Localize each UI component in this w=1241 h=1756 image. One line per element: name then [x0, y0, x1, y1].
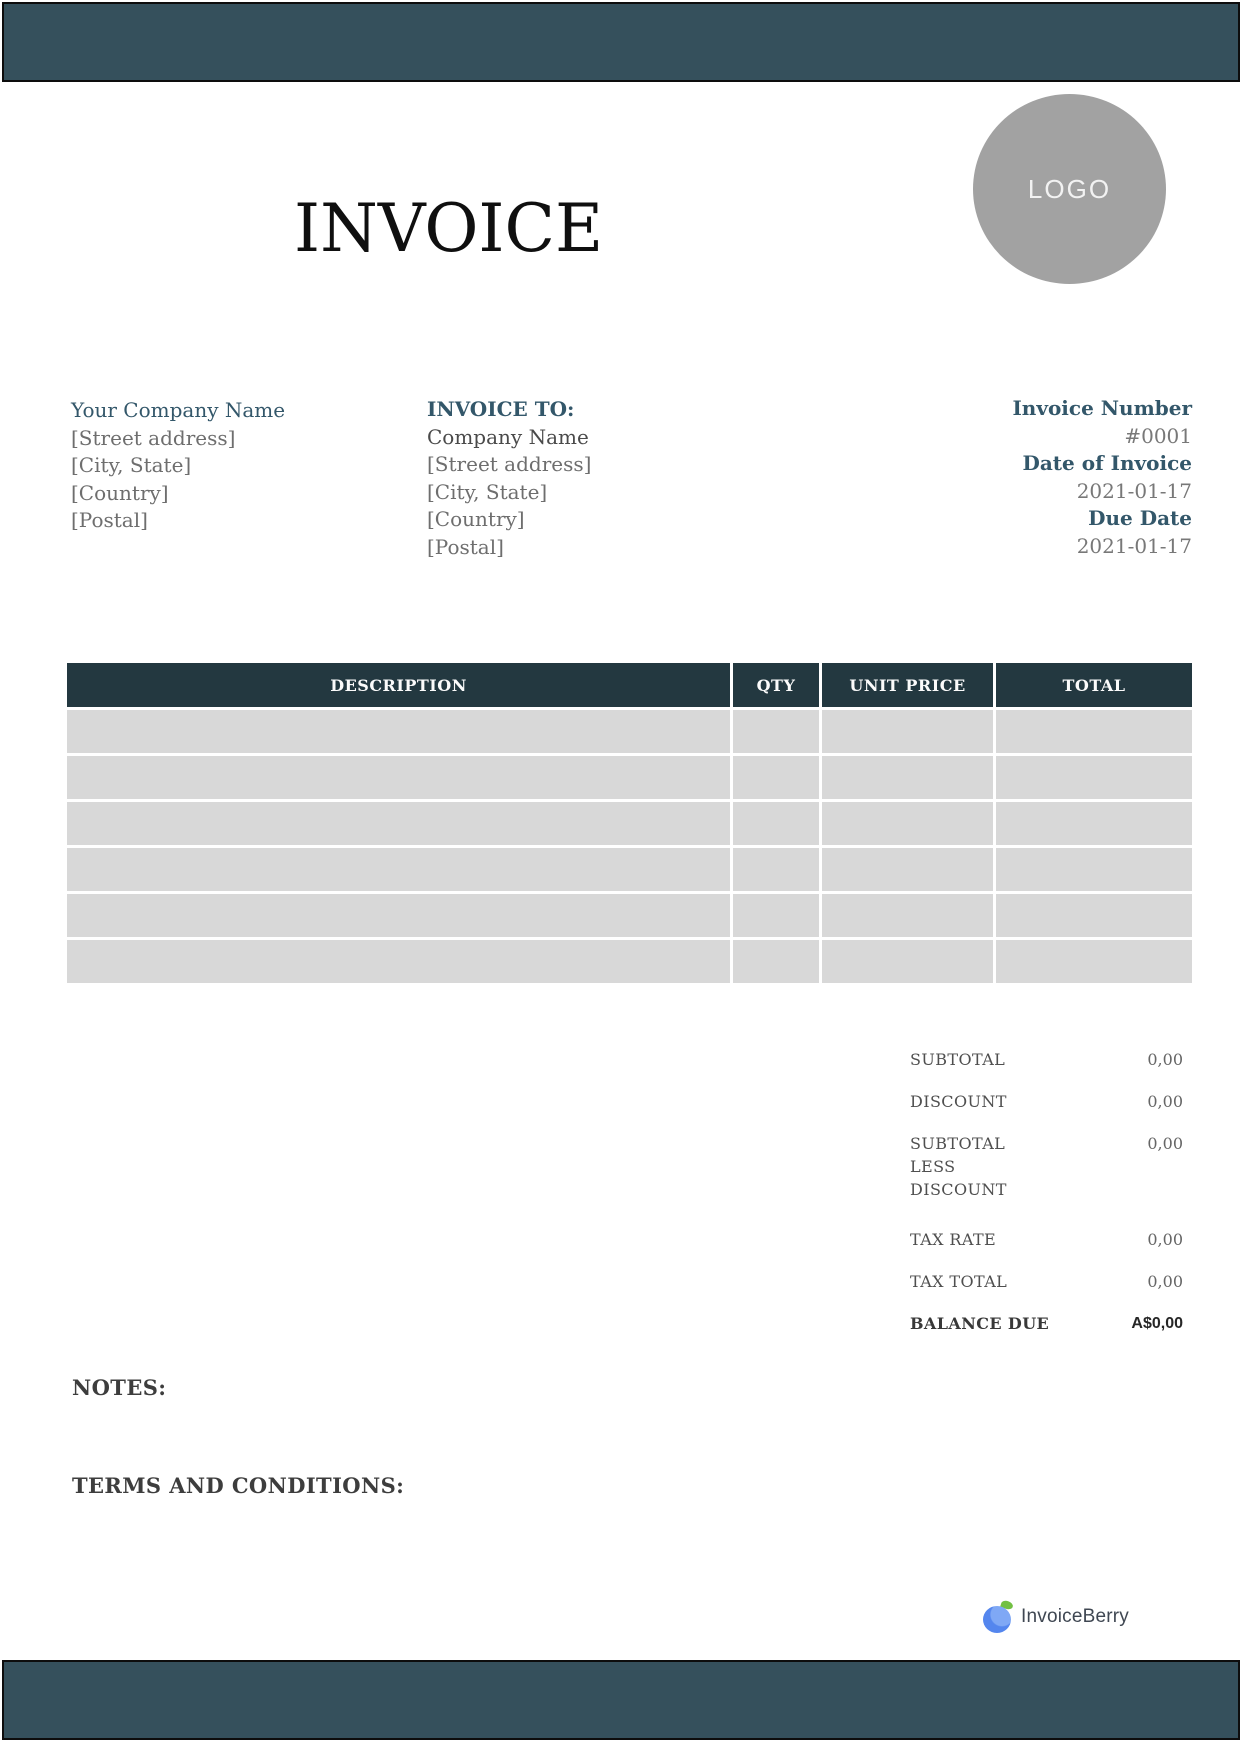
- items-table-body: [67, 710, 1192, 983]
- table-cell: [67, 848, 730, 891]
- discount-label: DISCOUNT: [910, 1092, 1007, 1111]
- invoice-to-heading: INVOICE TO:: [427, 397, 575, 421]
- table-cell: [733, 802, 819, 845]
- table-cell: [822, 894, 993, 937]
- logo-placeholder-label: LOGO: [1027, 173, 1112, 204]
- table-row: [67, 894, 1192, 937]
- discount-value: 0,00: [1147, 1092, 1183, 1111]
- table-row: [67, 940, 1192, 983]
- summary-row-balance-due: [910, 1312, 1183, 1335]
- column-header-description: DESCRIPTION: [67, 663, 730, 707]
- summary-row-discount: [910, 1090, 1183, 1113]
- invoiceberry-brand: [981, 1600, 1129, 1634]
- table-cell: [822, 710, 993, 753]
- summary-row-subtotal-less-discount: [910, 1132, 1183, 1201]
- page-title: INVOICE: [294, 190, 604, 267]
- recipient-postal: [Postal]: [427, 534, 504, 559]
- table-row: [67, 802, 1192, 845]
- table-cell: [996, 802, 1192, 845]
- table-cell: [996, 756, 1192, 799]
- balance-due-label: BALANCE DUE: [910, 1314, 1050, 1333]
- column-header-unit-price: UNIT PRICE: [822, 663, 993, 707]
- recipient-country: [Country]: [427, 507, 525, 531]
- balance-due-value: A$0,00: [1131, 1315, 1183, 1332]
- table-cell: [996, 894, 1192, 937]
- summary-block: [910, 1048, 1183, 1354]
- brand-name: InvoiceBerry: [1021, 1606, 1129, 1627]
- recipient-city: [City, State]: [427, 479, 548, 504]
- table-cell: [67, 756, 730, 799]
- invoice-date-label: Date of Invoice: [1022, 451, 1192, 475]
- subtotal-less-discount-label: SUBTOTAL LESS DISCOUNT: [910, 1134, 1007, 1199]
- table-cell: [822, 848, 993, 891]
- table-row: [67, 848, 1192, 891]
- berry-icon: [983, 1606, 1011, 1633]
- subtotal-less-discount-value: 0,00: [1147, 1134, 1183, 1153]
- table-cell: [67, 802, 730, 845]
- table-cell: [733, 940, 819, 983]
- sender-country: [Country]: [71, 480, 169, 505]
- terms-heading: TERMS AND CONDITIONS:: [72, 1473, 405, 1498]
- sender-street: [Street address]: [71, 425, 236, 450]
- column-header-total: TOTAL: [996, 663, 1192, 707]
- invoice-number-label: Invoice Number: [1012, 396, 1192, 420]
- recipient-street: [Street address]: [427, 452, 592, 476]
- items-table: [67, 663, 1192, 983]
- recipient-block: [427, 396, 591, 561]
- invoice-number-value: #0001: [1124, 423, 1192, 448]
- table-cell: [67, 710, 730, 753]
- due-date-label: Due Date: [1088, 506, 1192, 530]
- table-cell: [67, 894, 730, 937]
- tax-rate-label: TAX RATE: [910, 1230, 997, 1249]
- notes-heading: NOTES:: [72, 1375, 167, 1400]
- table-cell: [822, 756, 993, 799]
- table-row: [67, 756, 1192, 799]
- summary-row-tax-rate: [910, 1228, 1183, 1251]
- tax-total-value: 0,00: [1147, 1272, 1183, 1291]
- summary-row-subtotal: [910, 1048, 1183, 1071]
- table-cell: [733, 756, 819, 799]
- column-header-qty: QTY: [733, 663, 819, 707]
- invoice-meta-block: [1012, 395, 1192, 560]
- items-table-header: [67, 663, 1192, 707]
- table-row: [67, 710, 1192, 753]
- table-cell: [67, 940, 730, 983]
- table-cell: [822, 940, 993, 983]
- sender-company-name: Your Company Name: [71, 398, 286, 422]
- subtotal-value: 0,00: [1147, 1050, 1183, 1069]
- sender-postal: [Postal]: [71, 508, 148, 532]
- top-banner-bar: [2, 2, 1240, 82]
- tax-total-label: TAX TOTAL: [910, 1272, 1008, 1291]
- sender-block: [71, 397, 285, 535]
- table-cell: [996, 710, 1192, 753]
- invoiceberry-logo-icon: [981, 1600, 1017, 1634]
- summary-row-tax-total: [910, 1270, 1183, 1293]
- tax-rate-value: 0,00: [1147, 1230, 1183, 1249]
- recipient-company-name: Company Name: [427, 424, 589, 449]
- table-cell: [996, 940, 1192, 983]
- invoice-date-value: 2021-01-17: [1076, 478, 1192, 503]
- table-cell: [733, 710, 819, 753]
- table-cell: [996, 848, 1192, 891]
- logo-placeholder: [973, 94, 1166, 284]
- subtotal-label: SUBTOTAL: [910, 1050, 1006, 1069]
- table-cell: [822, 802, 993, 845]
- table-cell: [733, 848, 819, 891]
- sender-city: [City, State]: [71, 453, 192, 477]
- due-date-value: 2021-01-17: [1076, 533, 1192, 558]
- bottom-banner-bar: [2, 1660, 1240, 1740]
- table-cell: [733, 894, 819, 937]
